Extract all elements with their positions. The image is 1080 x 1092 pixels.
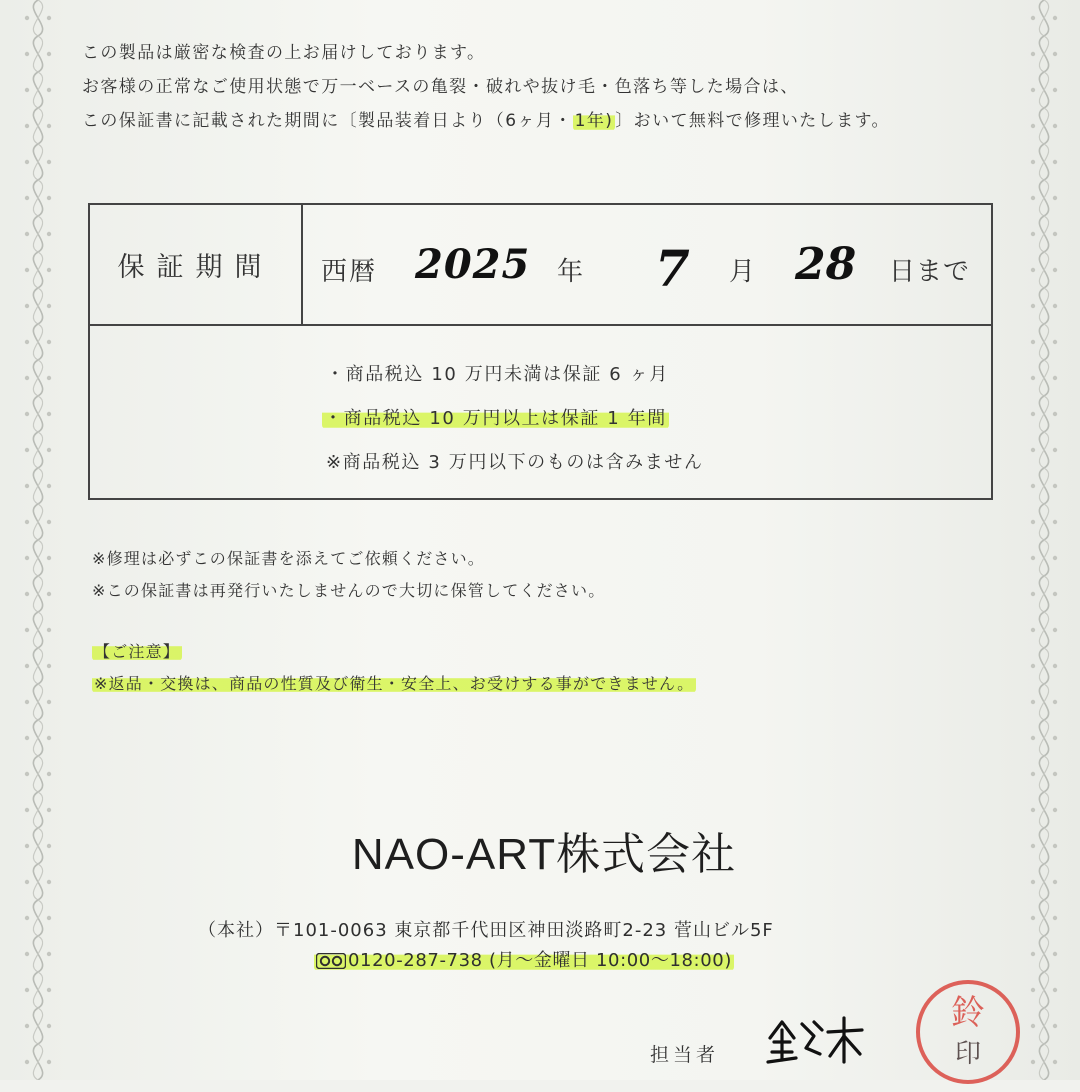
remark-line-2: ※この保証書は再発行いたしませんので大切に保管してください。 — [92, 581, 606, 600]
warranty-period-label: 保証期間 — [90, 205, 303, 324]
highlight-phone — [314, 950, 734, 971]
handwritten-year: 2025 — [415, 241, 531, 288]
highlight-caution-text: ※返品・交換は、商品の性質及び衛生・安全上、お受けする事ができません。 — [94, 674, 695, 693]
intro-line-3-start: この保証書に記載された期間に〔製品装着日より（6ヶ月・ — [82, 111, 573, 131]
intro-line-3-end: 〕おいて無料で修理いたします。 — [615, 111, 890, 131]
warranty-table — [88, 203, 993, 500]
free-dial-icon — [316, 953, 346, 969]
warranty-period-row — [90, 205, 991, 326]
seal-bottom-char: 印 — [954, 1039, 982, 1069]
decorative-border-right — [1024, 0, 1064, 1080]
company-phone: 0120-287-738 (月〜金曜日 10:00〜18:00) — [348, 950, 732, 971]
intro-line-2: お客様の正常なご使用状態で万一ベースの亀裂・破れや抜け毛・色落ち等した場合は、 — [82, 77, 799, 97]
intro-line-3 — [82, 104, 1032, 138]
era-label: 西暦 — [321, 257, 378, 287]
term-item-2 — [322, 404, 669, 430]
warranty-terms — [90, 326, 991, 498]
highlight-one-year: 1年) — [574, 111, 614, 131]
highlight-term-2: ・商品税込 10 万円以上は保証 1 年間 — [324, 408, 667, 429]
name-seal-stamp — [908, 972, 1028, 1092]
seal-top-char: 鈴 — [951, 993, 985, 1033]
handwritten-signature — [762, 1008, 872, 1068]
staff-label: 担当者 — [650, 1044, 720, 1066]
highlight-caution-heading: 【ご注意】 — [94, 642, 181, 661]
remarks — [92, 543, 605, 607]
decorative-border-left — [18, 0, 58, 1080]
intro-line-1: この製品は厳密な検査の上お届けしております。 — [82, 43, 486, 63]
until-label: 日まで — [889, 257, 971, 287]
caution-section — [92, 636, 696, 700]
company-name: NAO-ART株式会社 — [351, 830, 737, 879]
handwritten-day: 28 — [795, 239, 857, 290]
caution-text — [92, 668, 696, 700]
term-item-3: ※商品税込 3 万円以下のものは含みません — [326, 452, 704, 473]
year-unit: 年 — [557, 257, 586, 287]
caution-heading — [92, 636, 696, 668]
company-phone-line — [314, 946, 734, 972]
company-address: （本社）〒101-0063 東京都千代田区神田淡路町2-23 菅山ビル5F — [198, 920, 774, 941]
month-unit: 月 — [729, 257, 758, 287]
intro-text — [82, 36, 1032, 138]
remark-line-1: ※修理は必ずこの保証書を添えてご依頼ください。 — [92, 549, 486, 568]
handwritten-month: 7 — [655, 239, 690, 298]
warranty-date-cell — [303, 205, 991, 324]
term-item-1: ・商品税込 10 万円未満は保証 6 ヶ月 — [326, 364, 669, 385]
